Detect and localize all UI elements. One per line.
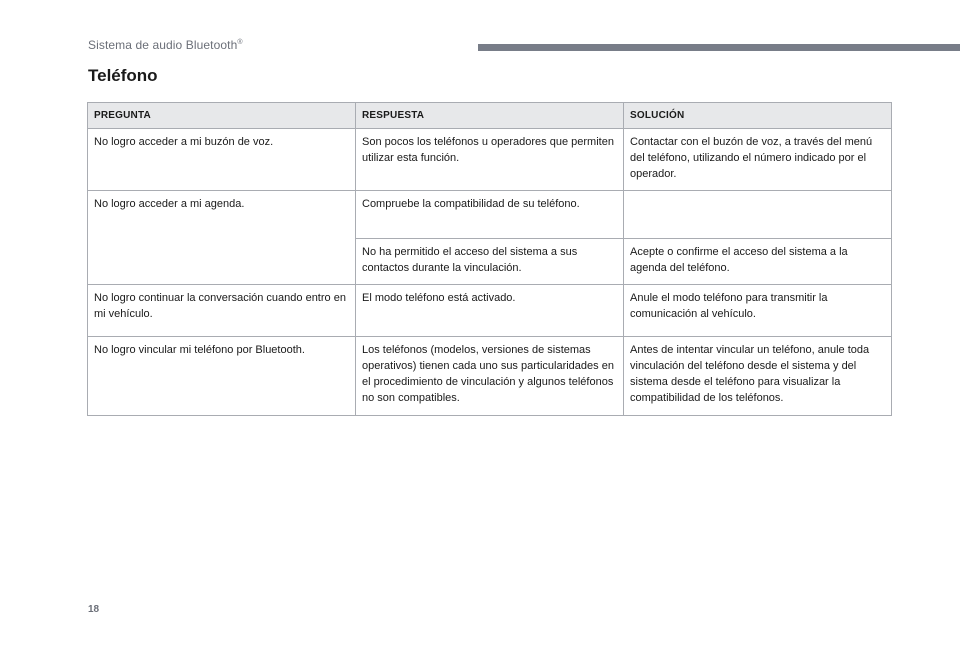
header-bar: [478, 44, 960, 51]
page-number: 18: [88, 604, 100, 615]
column-header-question: PREGUNTA: [88, 103, 356, 129]
answer-cell: Compruebe la compatibilidad de su teléfono.: [356, 191, 624, 239]
section-title-text: Sistema de audio Bluetooth: [88, 38, 238, 52]
solution-cell: Contactar con el buzón de voz, a través del menú del teléfono, utilizando el número indicado por el operador.: [624, 129, 892, 191]
section-title: [88, 38, 243, 52]
answer-cell: Los teléfonos (modelos, versiones de sistemas operativos) tienen cada uno sus particularidades en el procedimiento de vinculación y algunos teléfonos no son compatibles.: [356, 337, 624, 416]
question-cell: No logro acceder a mi buzón de voz.: [88, 129, 356, 191]
registered-mark: ®: [237, 39, 243, 46]
table-header-row: [88, 103, 892, 129]
answer-cell: Son pocos los teléfonos u operadores que permiten utilizar esta función.: [356, 129, 624, 191]
table-row: [88, 129, 892, 191]
question-cell: No logro acceder a mi agenda.: [88, 191, 356, 285]
table-row: [88, 285, 892, 337]
table-row: [88, 191, 892, 239]
solution-cell: [624, 191, 892, 239]
answer-cell: El modo teléfono está activado.: [356, 285, 624, 337]
question-cell: No logro vincular mi teléfono por Bluetooth.: [88, 337, 356, 416]
column-header-solution: SOLUCIÓN: [624, 103, 892, 129]
question-cell: No logro continuar la conversación cuando entro en mi vehículo.: [88, 285, 356, 337]
faq-table: [87, 102, 892, 416]
answer-cell: No ha permitido el acceso del sistema a sus contactos durante la vinculación.: [356, 239, 624, 285]
solution-cell: Anule el modo teléfono para transmitir la comunicación al vehículo.: [624, 285, 892, 337]
page-title: Teléfono: [88, 66, 158, 85]
table-row: [88, 337, 892, 416]
solution-cell: Acepte o confirme el acceso del sistema a la agenda del teléfono.: [624, 239, 892, 285]
column-header-answer: RESPUESTA: [356, 103, 624, 129]
solution-cell: Antes de intentar vincular un teléfono, anule toda vinculación del teléfono desde el sistema y del sistema desde el teléfono para visualizar la compatibilidad de los teléfonos.: [624, 337, 892, 416]
